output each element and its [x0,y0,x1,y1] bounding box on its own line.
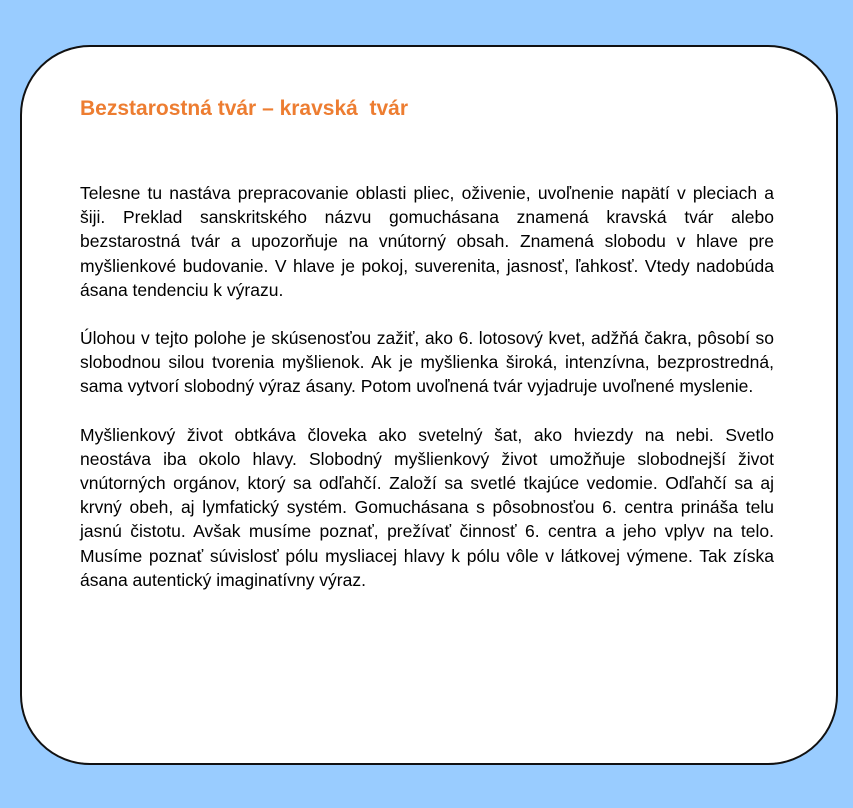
text-card [20,45,838,765]
paragraph: Telesne tu nastáva prepracovanie oblasti pliec, oživenie, uvoľnenie napätí v pleciach a šiji. Preklad sanskritského názvu gomuchásana znamená kravská tvár alebo bezstarostná tvár a upozorňuje na vnútorný obsah. Znamená slobodu v hlave pre myšlienkové budovanie. V hlave je pokoj, suverenita, jasnosť, ľahkosť. Vtedy nadobúda ásana tendenciu k výrazu. [80,183,774,300]
article-title: Bezstarostná tvár – kravská tvár [80,97,409,120]
article-body [80,181,774,592]
paragraph: Myšlienkový život obtkáva človeka ako svetelný šat, ako hviezdy na nebi. Svetlo neostáva iba okolo hlavy. Slobodný myšlienkový život umožňuje slobodnejší život vnútorných orgánov, ktorý sa odľahčí. Založí sa svetlé tkajúce vedomie. Odľahčí sa aj krvný obeh, aj lymfatický systém. Gomuchásana s pôsobnosťou 6. centra prináša telu jasnú čistotu. Avšak musíme poznať, prežívať činnosť 6. centra a jeho vplyv na telo. Musíme poznať súvislosť pólu mysliacej hlavy k pólu vôle v látkovej výmene. Tak získa ásana autentický imaginatívny výraz. [80,424,774,590]
paragraph: Úlohou v tejto polohe je skúsenosťou zažiť, ako 6. lotosový kvet, adžňá čakra, pôsobí so slobodnou silou tvorenia myšlienok. Ak je myšlienka široká, intenzívna, bezprostredná, sama vytvorí slobodný výraz ásany. Potom uvoľnená tvár vyjadruje uvoľnené myslenie. [80,328,774,397]
